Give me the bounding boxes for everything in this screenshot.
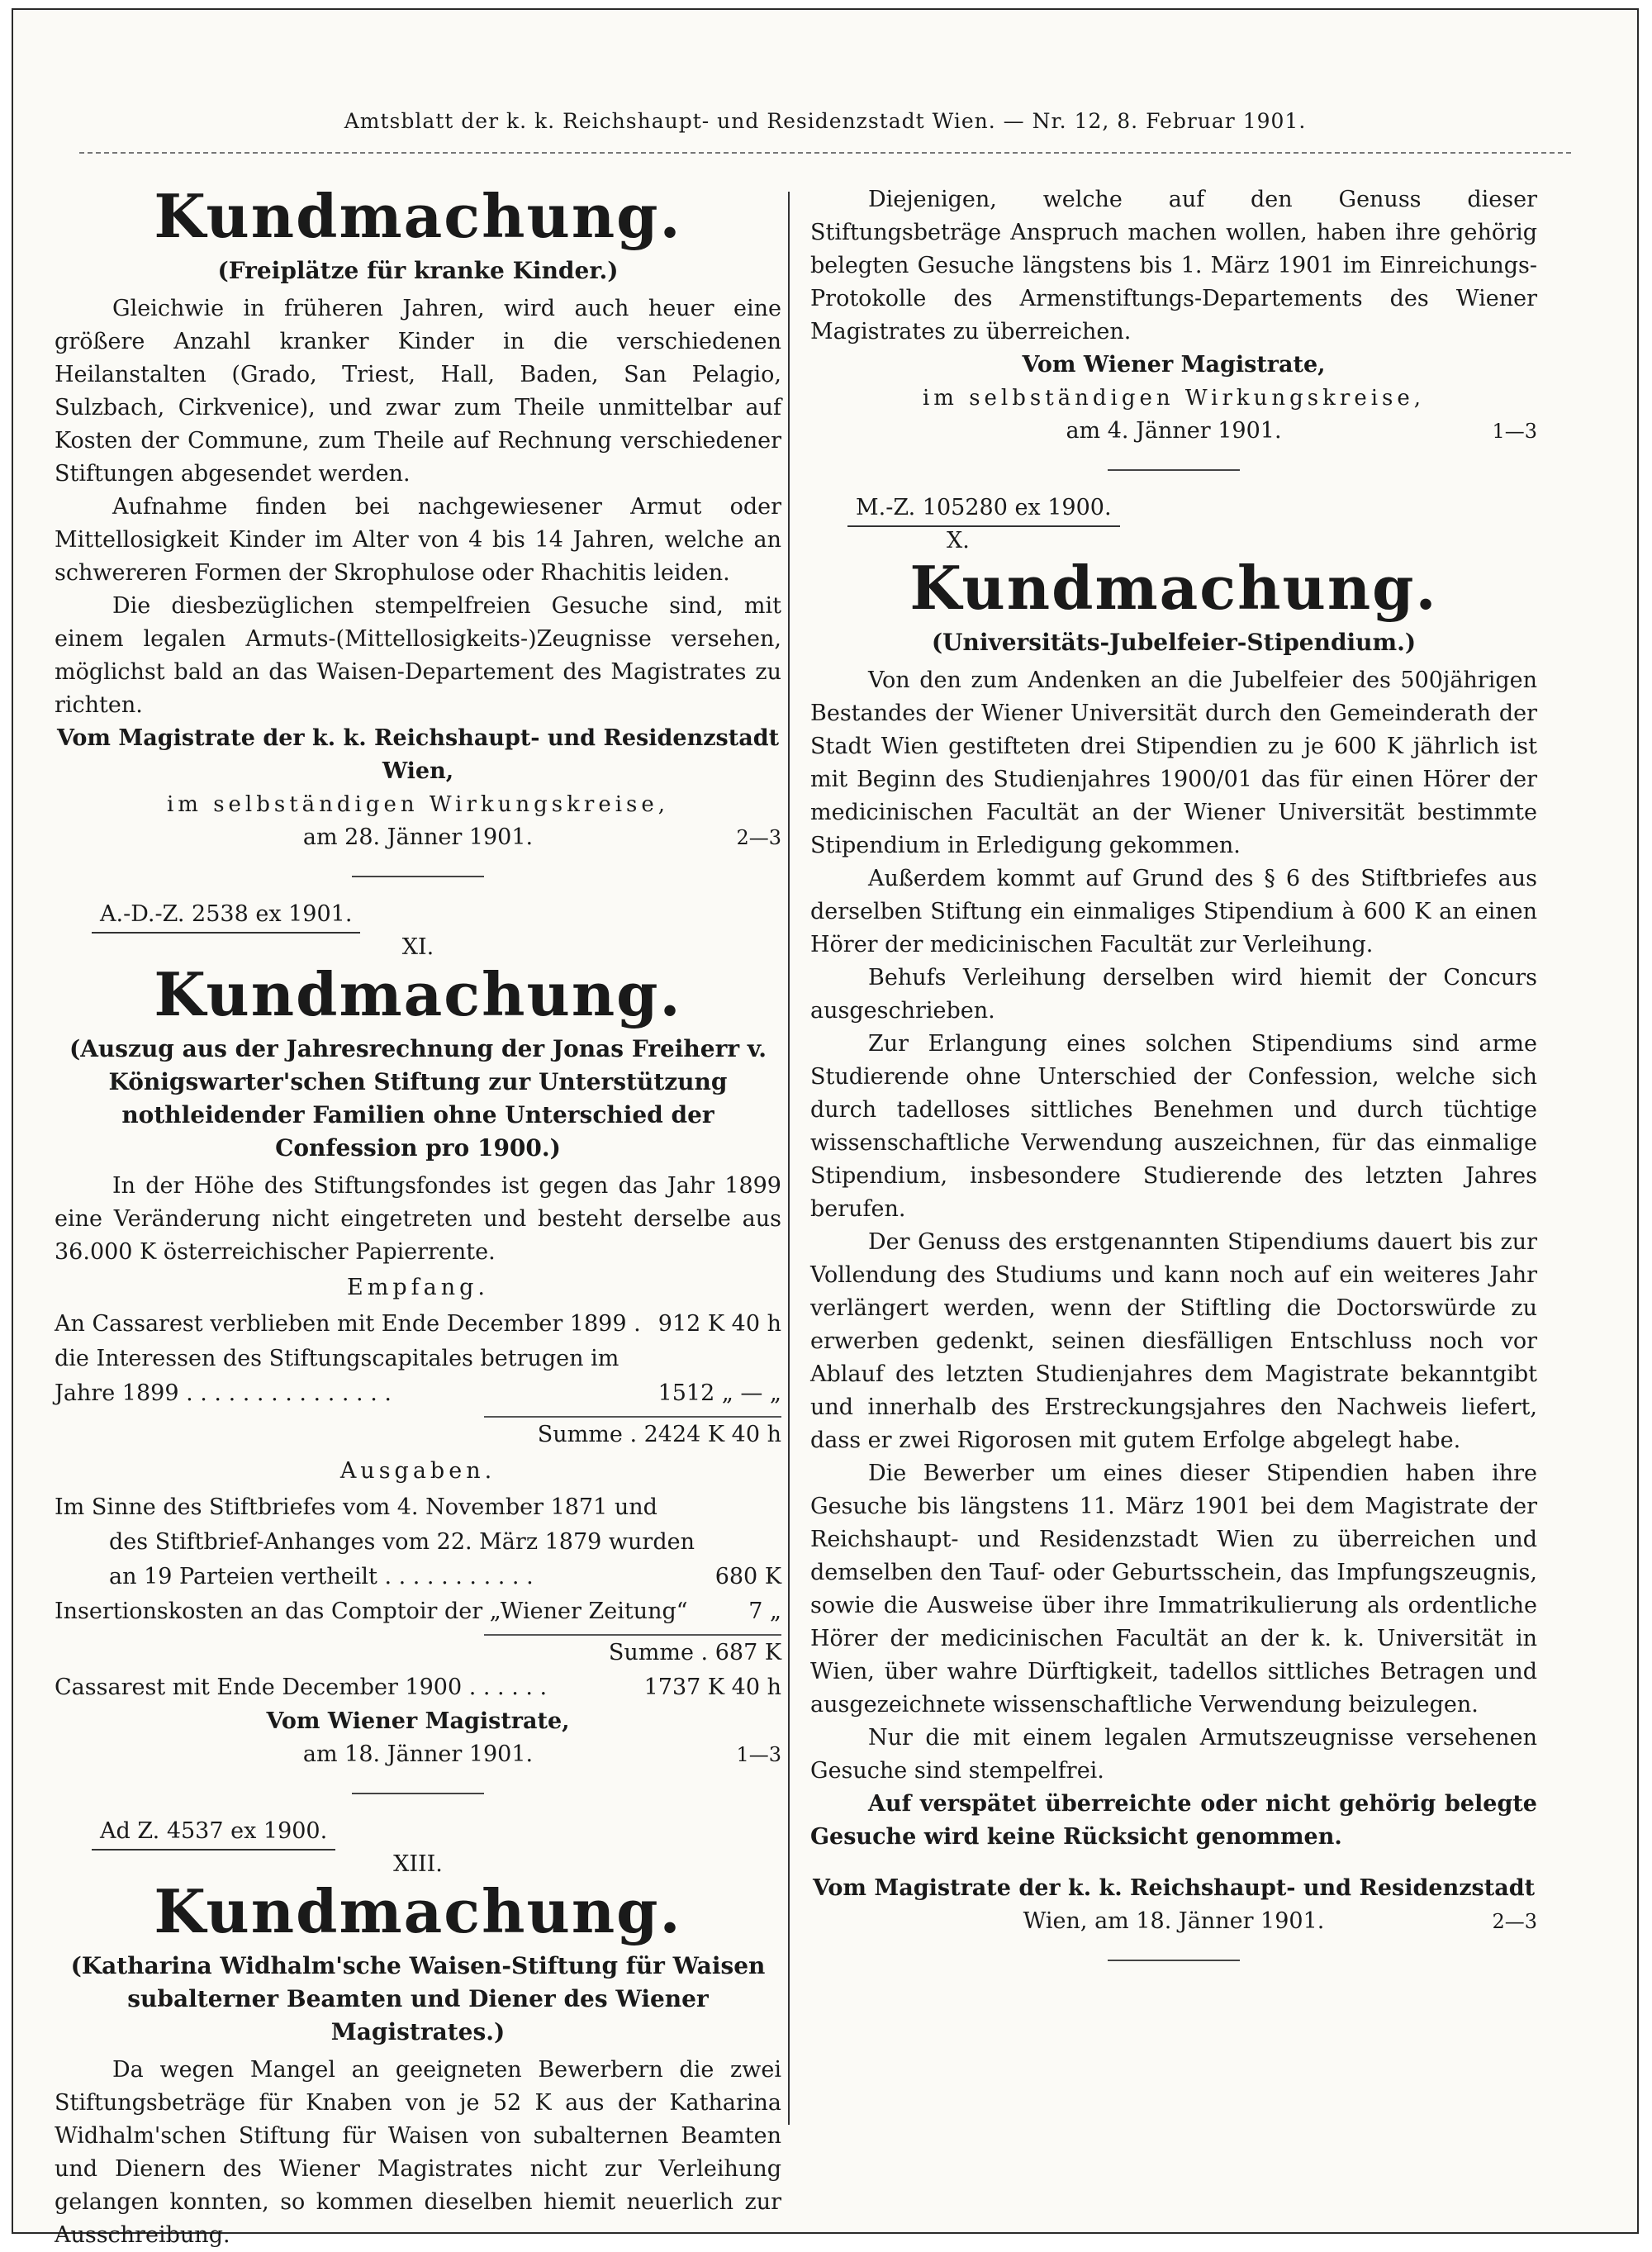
insertion-number: 1—3	[736, 1743, 781, 1766]
header-rule	[79, 152, 1571, 154]
closing-notice: Auf verspätet überreichte oder nicht gehörig belegte Gesuche wird keine Rücksicht genommen.	[810, 1791, 1537, 1850]
file-reference: A.-D.-Z. 2538 ex 1901.	[92, 899, 360, 934]
account-row: Im Sinne des Stiftbriefes vom 4. November 1871 und	[55, 1494, 657, 1520]
capacity-line: im selbständigen Wirkungskreise,	[922, 386, 1426, 411]
date-row	[810, 415, 1537, 448]
insertion-number: 1—3	[1492, 420, 1537, 443]
balance-row: Cassarest mit Ende December 1900 . . . . . . 1737 K 40 h	[55, 1675, 781, 1700]
issuing-authority: Vom Wiener Magistrate,	[1022, 352, 1326, 378]
account-row: Insertionskosten an das Comptoir der „Wiener Zeitung“ 7 „	[55, 1599, 781, 1624]
account-row: An Cassarest verblieben mit Ende December 1899 . 912 K 40 h	[55, 1311, 781, 1337]
paragraph: Aufnahme finden bei nachgewiesener Armut oder Mittellosigkeit Kinder im Alter von 4 bis 14 Jahren, welche an schwereren Formen der Skrophulose oder Rhachitis leiden.	[55, 494, 781, 586]
section-rule	[1108, 1960, 1240, 1961]
paragraph: Außerdem kommt auf Grund des § 6 des Stiftbriefes aus derselben Stiftung ein einmaliges Stipendium à 600 K an einen Hörer der medicinischen Facultät zur Verleihung.	[810, 866, 1537, 957]
notice-date: am 4. Jänner 1901.	[1066, 418, 1282, 444]
paragraph: Zur Erlangung eines solchen Stipendiums sind arme Studierende ohne Unterschied der Confession, welche sich durch tadelloses sittliches Benehmen und durch tüchtige wissenschaftliche Verwendung auszeichnen, für das einmalige Stipendium, insbesondere Studierende des letzten Jahres berufen.	[810, 1031, 1537, 1222]
notice-number: XI.	[401, 934, 434, 960]
paragraph: Gleichwie in früheren Jahren, wird auch heuer eine größere Anzahl kranker Kinder in die verschiedenen Heilanstalten (Grado, Triest, Hall, Baden, San Pelagio, Sulzbach, Cirkvenice), und zwar zum Theile unmittelbar auf Kosten der Commune, zum Theile auf Rechnung verschiedener Stiftungen abgesendet werden.	[55, 296, 781, 487]
notice-subtitle: (Freiplätze für kranke Kinder.)	[217, 257, 619, 284]
notice-widhalm-foundation	[55, 1816, 781, 2252]
notice-number: XIII.	[393, 1851, 443, 1877]
date-row	[55, 1738, 781, 1771]
notice-subtitle: (Katharina Widhalm'sche Waisen-Stiftung für Waisen subalterner Beamten und Diener des Wiener Magistrates.)	[70, 1952, 766, 2045]
paragraph: Die diesbezüglichen stempelfreien Gesuche sind, mit einem legalen Armuts-(Mittellosigkeits-)Zeugnisse versehen, möglichst bald an das Waisen-Departement des Magistrates zu richten.	[55, 593, 781, 718]
receipts-heading: Empfang.	[347, 1275, 489, 1300]
section-rule	[352, 876, 484, 877]
notice-date: am 18. Jänner 1901.	[302, 1741, 534, 1767]
notice-date: am 28. Jänner 1901.	[302, 824, 534, 850]
notice-subtitle: (Universitäts-Jubelfeier-Stipendium.)	[931, 629, 1417, 656]
notice-subtitle: (Auszug aus der Jahresrechnung der Jonas Freiherr v. Königswarter'schen Stiftung zur Unterstützung nothleidender Familien ohne Unterschied der Confession pro 1900.)	[69, 1035, 767, 1162]
notice-title: Kundmachung.	[909, 553, 1438, 623]
notice-title: Kundmachung.	[154, 1876, 682, 1946]
paragraph: Die Bewerber um eines dieser Stipendien haben ihre Gesuche bis längstens 11. März 1901 bei dem Magistrate der Reichshaupt- und Residenzstadt Wien zu überreichen und demselben den Tauf- oder Geburtsschein, das Impfungszeugnis, sowie die Ausweise über ihre Immatrikulierung als ordentliche Hörer der medicinischen Facultät an der k. k. Universität in Wien, über wahre Dürftigkeit, tadellos sittliches Betragen und ausgezeichnete wissenschaftliche Verwendung beizulegen.	[810, 1461, 1537, 1718]
paragraph: Behufs Verleihung derselben wird hiemit der Concurs ausgeschrieben.	[810, 965, 1537, 1024]
column-divider	[788, 192, 790, 2125]
paragraph: Der Genuss des erstgenannten Stipendiums dauert bis zur Vollendung des Studiums und kann noch auf ein weiteres Jahr verlängert werden, wenn der Stiftling die Doctorswürde zu erwerben gedenkt, seinen diesfälligen Entschluss noch vor Ablauf des letzten Studienjahres dem Magistrate bekanntgibt und innerhalb des Erstreckungsjahres den Nachweis liefert, dass er zwei Rigorosen mit gutem Erfolge abgelegt habe.	[810, 1229, 1537, 1453]
expenses-heading: Ausgaben.	[339, 1458, 496, 1484]
section-rule	[1108, 469, 1240, 471]
newspaper-page	[12, 8, 1639, 2248]
date-row	[55, 821, 781, 854]
issuing-authority: Vom Wiener Magistrate,	[266, 1708, 570, 1734]
insertion-number: 2—3	[736, 826, 781, 849]
section-rule	[352, 1793, 484, 1794]
account-row: des Stiftbrief-Anhanges vom 22. März 1879 wurden	[109, 1529, 695, 1555]
notice-koenigswarter-foundation	[55, 899, 781, 1794]
running-title: Amtsblatt der k. k. Reichshaupt- und Residenzstadt Wien. — Nr. 12, 8. Februar 1901.	[344, 109, 1307, 133]
paragraph: Nur die mit einem legalen Armutszeugnisse versehenen Gesuche sind stempelfrei.	[810, 1725, 1537, 1784]
account-row: Jahre 1899 . . . . . . . . . . . . . . . 1512 „ — „	[55, 1380, 781, 1406]
date-row	[810, 1905, 1537, 1938]
paragraph: Diejenigen, welche auf den Genuss dieser Stiftungsbeträge Anspruch machen wollen, haben ihre gehörig belegten Gesuche längstens bis 1. März 1901 im Einreichungs-Protokolle des Armenstiftungs-Departements des Wiener Magistrates zu überreichen.	[810, 187, 1537, 344]
right-column	[810, 183, 1537, 1983]
issuing-authority: Vom Magistrate der k. k. Reichshaupt- und Residenzstadt Wien,	[56, 725, 780, 784]
notice-continuation	[810, 183, 1537, 471]
notice-title: Kundmachung.	[154, 959, 682, 1029]
account-row: an 19 Parteien vertheilt . . . . . . . . . . . 680 K	[109, 1564, 781, 1589]
insertion-number: 2—3	[1492, 1910, 1537, 1933]
notice-date: Wien, am 18. Jänner 1901.	[1023, 1908, 1325, 1934]
notice-title: Kundmachung.	[154, 181, 682, 251]
account-row: die Interessen des Stiftungscapitales betrugen im	[55, 1346, 620, 1371]
notice-jubilee-scholarship	[810, 492, 1537, 1961]
file-reference: M.-Z. 105280 ex 1900.	[847, 492, 1120, 527]
file-reference: Ad Z. 4537 ex 1900.	[92, 1816, 335, 1851]
left-column	[55, 183, 781, 2252]
expenses-sum: Summe . 687 K	[608, 1640, 781, 1665]
paragraph: In der Höhe des Stiftungsfondes ist gegen das Jahr 1899 eine Veränderung nicht eingetreten und besteht derselbe aus 36.000 K österreichischer Papierrente.	[55, 1173, 781, 1265]
receipts-sum: Summe . 2424 K 40 h	[537, 1422, 781, 1447]
paragraph: Von den zum Andenken an die Jubelfeier des 500jährigen Bestandes der Wiener Universität durch den Gemeinderath der Stadt Wien gestifteten drei Stipendien zu je 600 K jährlich ist mit Beginn des Studienjahres 1900/01 das für einen Hörer der medicinischen Facultät an der Wiener Universität bestimmte Stipendium in Erledigung gekommen.	[810, 668, 1537, 858]
capacity-line: im selbständigen Wirkungskreise,	[166, 792, 670, 817]
paragraph: Da wegen Mangel an geeigneten Bewerbern die zwei Stiftungsbeträge für Knaben von je 52 K aus der Katharina Widhalm'schen Stiftung für Waisen von subalternen Beamten und Dienern des Wiener Magistrates nicht zur Verleihung gelangen konnten, so kommen dieselben hiemit neuerlich zur Ausschreibung.	[55, 2057, 781, 2248]
notice-number: X.	[947, 528, 970, 553]
notice-free-places	[55, 183, 781, 877]
issuing-authority: Vom Magistrate der k. k. Reichshaupt- und Residenzstadt	[812, 1875, 1536, 1901]
